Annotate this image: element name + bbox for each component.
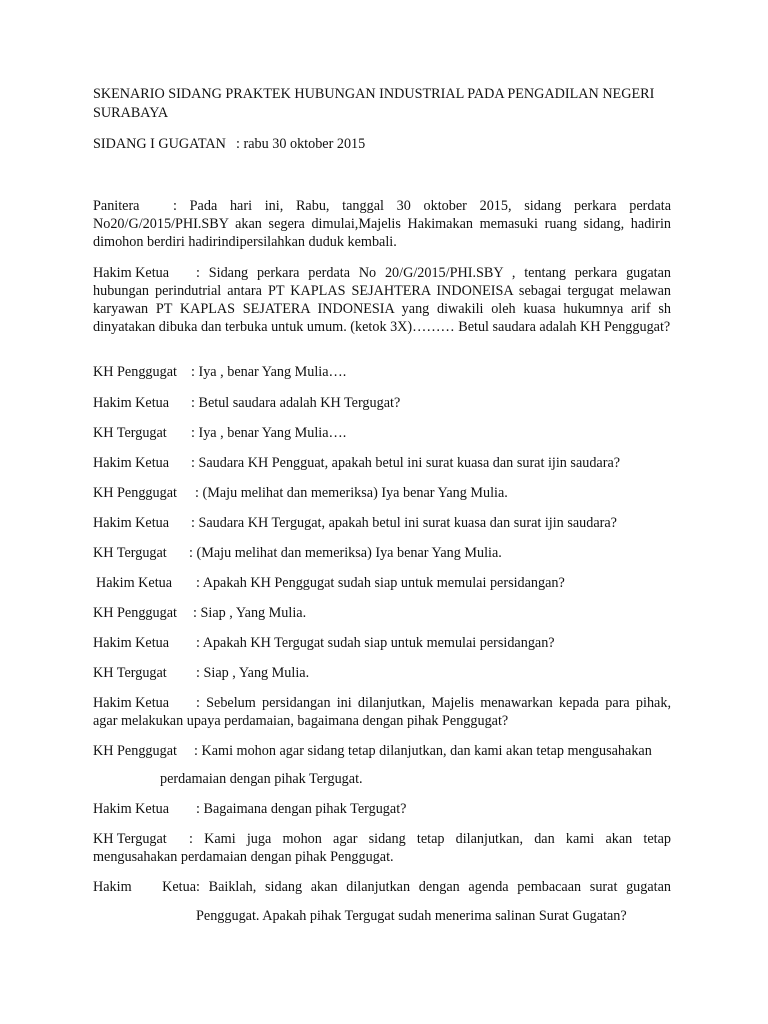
speaker-text: : Sidang perkara perdata No 20/G/2015/PHI.SBY , tentang perkara gugatan hubungan perindutrial antara PT KAPLAS SEJAHTERA INDONEISA sebagai tergugat melawan karyawan PT KAPLAS SEJATERA INDONESIA yang diwakili oleh kuasa hukumnya arif sh dinyatakan dibuka dan terbuka untuk umum. (ketok 3X)……… Betul saudara adalah KH Penggugat? bbox=[93, 265, 671, 335]
speaker-label: KH Penggugat bbox=[93, 605, 177, 621]
speaker-label: Hakim Ketua bbox=[93, 695, 170, 711]
session-label: SIDANG I GUGATAN bbox=[93, 136, 226, 152]
speaker-label: KH Penggugat bbox=[93, 485, 177, 501]
speaker-label: KH Tergugat bbox=[93, 545, 167, 561]
speaker-label: Hakim Ketua bbox=[93, 265, 170, 281]
dialogue-hakim-ketua-mediation bbox=[93, 694, 671, 730]
dialogue-line bbox=[93, 544, 502, 562]
dialogue-continuation: perdamaian dengan pihak Tergugat. bbox=[160, 771, 363, 787]
speaker-text: : Apakah KH Penggugat sudah siap untuk memulai persidangan? bbox=[196, 575, 565, 591]
speaker-text: : Sebelum persidangan ini dilanjutkan, Majelis menawarkan kepada para pihak, agar melakukan upaya perdamaian, bagaimana dengan pihak Penggugat? bbox=[93, 695, 671, 729]
dialogue-panitera bbox=[93, 197, 671, 251]
dialogue-line bbox=[93, 800, 406, 818]
speaker-text: : Kami mohon agar sidang tetap dilanjutkan, dan kami akan tetap mengusahakan bbox=[194, 743, 652, 759]
speaker-label: Hakim Ketua bbox=[93, 879, 196, 895]
speaker-text: : Apakah KH Tergugat sudah siap untuk memulai persidangan? bbox=[196, 635, 555, 651]
dialogue-line bbox=[93, 484, 508, 502]
speaker-label: Hakim Ketua bbox=[93, 801, 170, 817]
speaker-label: Hakim Ketua bbox=[93, 455, 170, 471]
speaker-label: KH Tergugat bbox=[93, 425, 167, 441]
speaker-text: : Betul saudara adalah KH Tergugat? bbox=[191, 395, 401, 411]
dialogue-continuation: Penggugat. Apakah pihak Tergugat sudah menerima salinan Surat Gugatan? bbox=[196, 908, 627, 924]
dialogue-line bbox=[93, 394, 400, 412]
dialogue-line bbox=[93, 664, 309, 682]
speaker-text: : (Maju melihat dan memeriksa) Iya benar Yang Mulia. bbox=[195, 485, 508, 501]
speaker-text: : Baiklah, sidang akan dilanjutkan dengan agenda pembacaan surat gugatan bbox=[196, 879, 671, 895]
speaker-label: Hakim Ketua bbox=[93, 515, 170, 531]
speaker-label: KH Tergugat bbox=[93, 831, 167, 847]
speaker-label: KH Penggugat bbox=[93, 364, 177, 380]
dialogue-line bbox=[93, 363, 346, 381]
session-date: : rabu 30 oktober 2015 bbox=[236, 136, 366, 152]
speaker-text: : Siap , Yang Mulia. bbox=[193, 605, 307, 621]
dialogue-line bbox=[93, 634, 555, 652]
speaker-label: KH Tergugat bbox=[93, 665, 167, 681]
speaker-text: : Iya , benar Yang Mulia…. bbox=[191, 425, 347, 441]
speaker-text: : (Maju melihat dan memeriksa) Iya benar Yang Mulia. bbox=[189, 545, 502, 561]
session-heading bbox=[93, 135, 365, 153]
dialogue-line bbox=[93, 878, 671, 896]
dialogue-line bbox=[93, 454, 620, 472]
dialogue-line bbox=[93, 604, 306, 622]
dialogue-line bbox=[93, 514, 617, 532]
speaker-label: Panitera bbox=[93, 198, 140, 214]
speaker-text: : Saudara KH Tergugat, apakah betul ini surat kuasa dan surat ijin saudara? bbox=[191, 515, 617, 531]
dialogue-line bbox=[93, 742, 652, 760]
speaker-label: Hakim Ketua bbox=[93, 635, 170, 651]
dialogue-line bbox=[93, 424, 346, 442]
dialogue-line bbox=[96, 574, 565, 592]
speaker-label: KH Penggugat bbox=[93, 743, 177, 759]
dialogue-hakim-ketua-opening bbox=[93, 264, 671, 336]
speaker-text: : Bagaimana dengan pihak Tergugat? bbox=[196, 801, 407, 817]
speaker-text: : Pada hari ini, Rabu, tanggal 30 oktober 2015, sidang perkara perdata No20/G/2015/PHI.SBY akan segera dimulai,Majelis Hakimakan memasuki ruang sidang, hadirin dimohon berdiri hadirindipersilahkan duduk kembali. bbox=[93, 198, 671, 250]
speaker-label: Hakim Ketua bbox=[93, 395, 170, 411]
speaker-text: : Saudara KH Pengguat, apakah betul ini surat kuasa dan surat ijin saudara? bbox=[191, 455, 621, 471]
document-title-line-1: SKENARIO SIDANG PRAKTEK HUBUNGAN INDUSTRIAL PADA PENGADILAN NEGERI bbox=[93, 86, 655, 102]
speaker-text: : Siap , Yang Mulia. bbox=[196, 665, 310, 681]
speaker-label: Hakim Ketua bbox=[96, 575, 173, 591]
speaker-text: : Iya , benar Yang Mulia…. bbox=[191, 364, 347, 380]
speaker-text: : Kami juga mohon agar sidang tetap dilanjutkan, dan kami akan tetap mengusahakan perdamaian dengan pihak Penggugat. bbox=[93, 831, 671, 865]
document-title-line-2: SURABAYA bbox=[93, 105, 169, 121]
dialogue-kh-tergugat-mediation bbox=[93, 830, 671, 866]
